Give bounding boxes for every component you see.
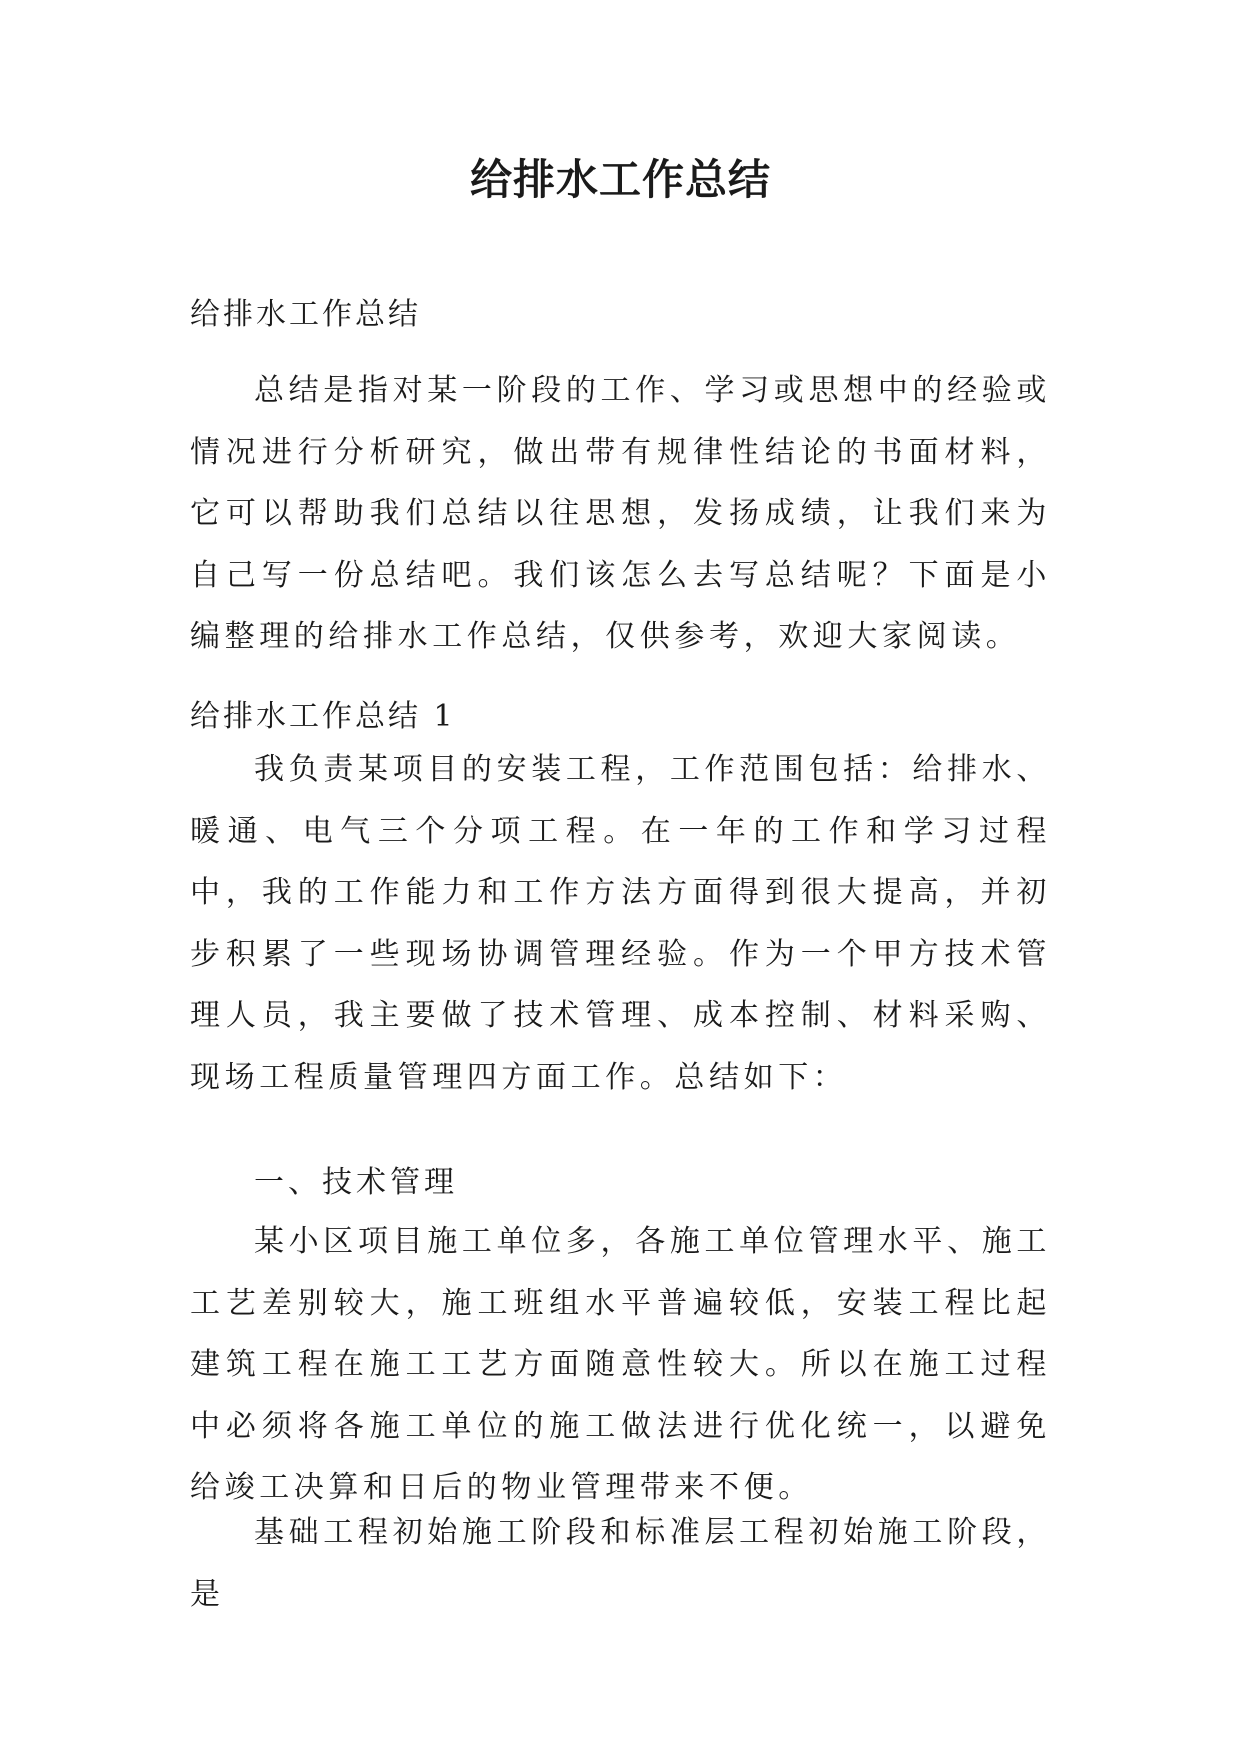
section1-paragraph-3: 基础工程初始施工阶段和标准层工程初始施工阶段，是 (190, 1515, 1051, 1612)
section-heading-1: 给排水工作总结 1 (190, 699, 456, 734)
section1-paragraph-1: 我负责某项目的安装工程，工作范围包括：给排水、暖通、电气三个分项工程。在一年的工作和学习过程中，我的工作能力和工作方法方面得到很大提高，并初步积累了一些现场协调管理经验。作为一个甲方技术管理人员，我主要做了技术管理、成本控制、材料采购、现场工程质量管理四方面工作。总结如下： (190, 752, 1051, 1095)
document-subtitle: 给排水工作总结 (190, 297, 421, 332)
subheading-technical-management: 一、技术管理 (254, 1165, 458, 1200)
section1-paragraph-2: 某小区项目施工单位多，各施工单位管理水平、施工工艺差别较大，施工班组水平普遍较低，安装工程比起建筑工程在施工工艺方面随意性较大。所以在施工过程中必须将各施工单位的施工做法进行优化统一，以避免给竣工决算和日后的物业管理带来不便。 (190, 1224, 1051, 1505)
intro-paragraph: 总结是指对某一阶段的工作、学习或思想中的经验或情况进行分析研究，做出带有规律性结论的书面材料，它可以帮助我们总结以往思想，发扬成绩，让我们来为自己写一份总结吧。我们该怎么去写总结呢？下面是小编整理的给排水工作总结，仅供参考，欢迎大家阅读。 (190, 373, 1051, 654)
document-title: 给排水工作总结 (469, 155, 771, 204)
